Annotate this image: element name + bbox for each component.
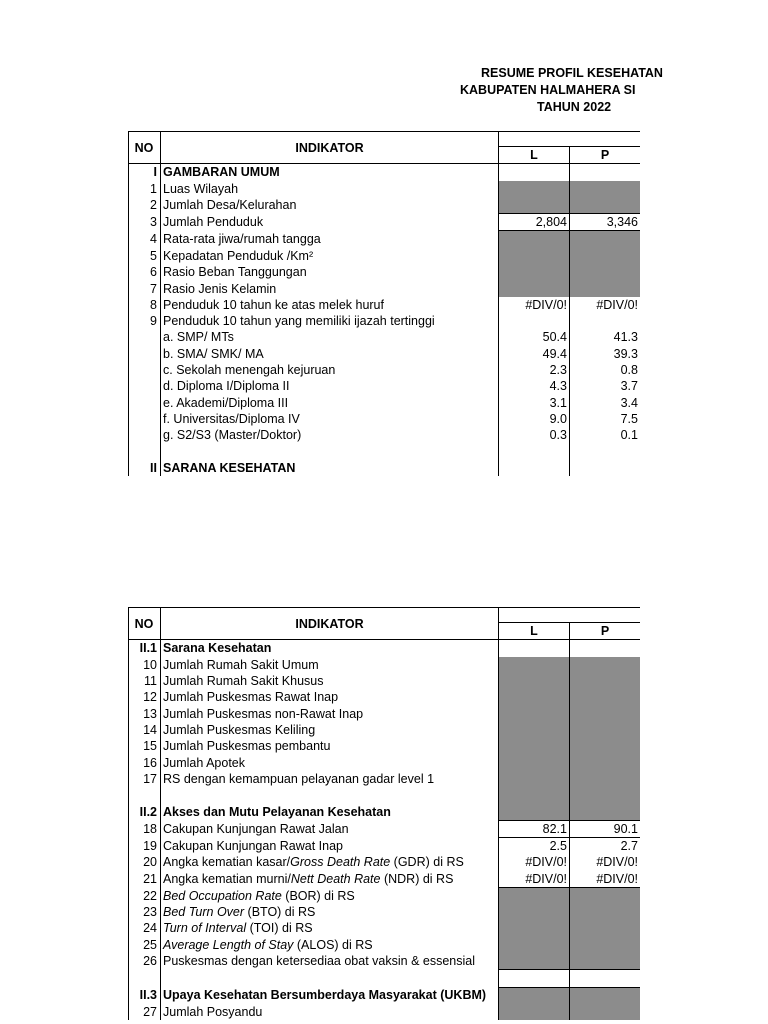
table-row [129,870,641,887]
value-l: 0.3 [499,427,570,443]
indicator-label: Jumlah Rumah Sakit Umum [163,657,319,672]
table-row [129,722,641,738]
row-indicator [161,904,499,920]
row-number: 22 [129,887,161,904]
row-number: 9 [129,313,161,329]
value-p: #DIV/0! [570,854,641,870]
value-p [570,1004,641,1020]
indicator-label: Penduduk 10 tahun yang memiliki ijazah tertinggi [163,314,435,329]
value-l: 2,804 [499,214,570,231]
value-p [570,640,641,657]
indicator-label: e. Akademi/Diploma III [163,395,289,410]
row-indicator [161,722,499,738]
table-row [129,346,641,362]
table-row [129,640,641,657]
table-row [129,837,641,854]
row-number: I [129,164,161,181]
table-row [129,362,641,378]
table-row [129,689,641,705]
indicator-label: c. Sekolah menengah kejuruan [163,363,336,377]
value-l [499,1004,570,1020]
row-number: 17 [129,771,161,787]
row-indicator [161,854,499,870]
row-number: 23 [129,904,161,920]
row-indicator [161,280,499,296]
row-indicator [161,887,499,904]
col-header-indikator: INDIKATOR [161,608,499,640]
value-l [499,248,570,264]
row-indicator [161,937,499,953]
value-p [570,920,641,936]
row-number [129,346,161,362]
indicator-label: Jumlah Penduduk [163,215,264,230]
row-indicator [161,705,499,721]
value-p: 3.7 [570,378,641,394]
row-number: 14 [129,722,161,738]
indicator-label: Jumlah Puskesmas pembantu [163,739,331,754]
table-section-2 [128,607,640,1024]
indicator-table-2 [128,607,640,1020]
indicator-label: Cakupan Kunjungan Rawat Inap [163,838,343,853]
indicator-label: RS dengan kemampuan pelayanan gadar level 1 [163,771,435,786]
row-number: 27 [129,1004,161,1020]
row-number: 12 [129,689,161,705]
row-indicator [161,362,499,378]
value-l [499,313,570,329]
value-l [499,937,570,953]
row-indicator [161,264,499,280]
indicator-label: Jumlah Puskesmas non-Rawat Inap [163,706,364,721]
row-number: 7 [129,280,161,296]
indicator-label: b. SMA/ SMK/ MA [163,346,264,361]
value-p: 3.4 [570,394,641,410]
table-row [129,181,641,197]
value-l: 4.3 [499,378,570,394]
table-row [129,953,641,970]
row-indicator [161,689,499,705]
row-number: 10 [129,657,161,673]
value-p [570,181,641,197]
indicator-label: Rasio Jenis Kelamin [163,281,277,296]
value-l [499,640,570,657]
table-row [129,411,641,427]
value-p [570,231,641,248]
row-indicator [161,754,499,770]
indicator-label-suffix: (BOR) di RS [281,888,355,903]
value-l [499,953,570,970]
value-p [570,754,641,770]
row-number: 13 [129,705,161,721]
value-l [499,657,570,673]
value-l [499,164,570,181]
row-number: 6 [129,264,161,280]
value-l: #DIV/0! [499,870,570,887]
table-row [129,937,641,953]
indicator-label-italic: Bed Occupation Rate [163,888,282,903]
table-row [129,248,641,264]
row-indicator [161,214,499,231]
row-indicator [161,197,499,214]
value-l [499,722,570,738]
table-row [129,214,641,231]
value-l: 2.3 [499,362,570,378]
row-number: 25 [129,937,161,953]
row-indicator [161,329,499,345]
row-number: 8 [129,297,161,313]
row-indicator [161,673,499,689]
indicator-label: Puskesmas dengan ketersediaa obat vaksin & essensial [163,954,475,969]
value-p: 7.5 [570,411,641,427]
indicator-label: Jumlah Apotek [163,755,245,770]
value-l: 2.5 [499,837,570,854]
row-number [129,378,161,394]
indicator-label: Luas Wilayah [163,181,239,196]
row-number [129,970,161,987]
indicator-label: Penduduk 10 tahun ke atas melek huruf [163,297,384,312]
value-l [499,673,570,689]
indicator-label: SARANA KESEHATAN [163,460,296,475]
table-row [129,164,641,181]
row-number: 18 [129,820,161,837]
table-row [129,970,641,987]
row-number: 3 [129,214,161,231]
table-header-row [129,608,641,623]
value-p: #DIV/0! [570,297,641,313]
indicator-label-italic: Turn of Interval [163,921,247,936]
value-p [570,970,641,987]
indicator-label: Cakupan Kunjungan Rawat Jalan [163,821,349,836]
value-p: #DIV/0! [570,870,641,887]
row-number: II.3 [129,987,161,1004]
value-p: 90.1 [570,820,641,837]
value-l [499,264,570,280]
table-header-row [129,132,641,147]
table-section-1 [128,131,640,478]
value-l [499,970,570,987]
table-row [129,427,641,443]
indicator-label: Angka kematian kasar/ [163,855,291,870]
indicator-label: Jumlah Rumah Sakit Khusus [163,674,324,689]
row-number [129,411,161,427]
table-body-2 [129,640,641,1020]
table-row [129,904,641,920]
row-number: 15 [129,738,161,754]
row-number: 5 [129,248,161,264]
table-row [129,394,641,410]
row-number: 16 [129,754,161,770]
value-p [570,803,641,820]
value-l [499,231,570,248]
indicator-label: Angka kematian murni/ [163,871,291,886]
row-number [129,443,161,459]
value-l [499,754,570,770]
table-row [129,264,641,280]
row-indicator [161,346,499,362]
row-indicator [161,313,499,329]
indicator-label: Jumlah Desa/Kelurahan [163,198,297,213]
indicator-label-italic: Average Length of Stay [163,937,294,952]
row-number: 4 [129,231,161,248]
value-p [570,904,641,920]
indicator-label-italic: Bed Turn Over [163,905,245,920]
table-row [129,378,641,394]
value-p [570,937,641,953]
value-l [499,771,570,787]
row-indicator [161,837,499,854]
table-row [129,887,641,904]
value-p [570,887,641,904]
indicator-label: Rata-rata jiwa/rumah tangga [163,232,321,247]
table-body-1 [129,164,641,476]
table-row [129,803,641,820]
col-header-p: P [570,623,641,640]
row-number: 1 [129,181,161,197]
row-indicator [161,920,499,936]
report-title-block [0,64,768,124]
indicator-label: Rasio Beban Tanggungan [163,265,307,280]
col-header-no: NO [129,132,161,164]
value-p [570,164,641,181]
value-p [570,673,641,689]
indicator-label: Jumlah Puskesmas Keliling [163,722,316,737]
value-p: 2.7 [570,837,641,854]
row-indicator [161,164,499,181]
table-row [129,280,641,296]
value-l [499,460,570,476]
table-row [129,197,641,214]
table-row [129,231,641,248]
indicator-label: Akses dan Mutu Pelayanan Kesehatan [163,804,391,819]
indicator-label: Jumlah Puskesmas Rawat Inap [163,690,339,705]
col-header-l: L [499,623,570,640]
value-l: 49.4 [499,346,570,362]
value-p [570,705,641,721]
value-l [499,197,570,214]
value-p [570,738,641,754]
col-header-group [499,132,641,147]
table-row [129,313,641,329]
row-indicator [161,738,499,754]
value-p [570,987,641,1004]
row-number: 26 [129,953,161,970]
row-indicator [161,411,499,427]
value-p [570,657,641,673]
table-row [129,771,641,787]
row-indicator [161,640,499,657]
indicator-label: g. S2/S3 (Master/Doktor) [163,428,302,443]
row-number [129,394,161,410]
value-l [499,738,570,754]
value-p [570,248,641,264]
value-l [499,803,570,820]
indicator-label-italic: Gross Death Rate [290,855,391,870]
row-indicator [161,181,499,197]
indicator-label: GAMBARAN UMUM [163,165,280,180]
indicator-label-suffix: (GDR) di RS [390,855,464,870]
row-indicator [161,987,499,1004]
indicator-label: f. Universitas/Diploma IV [163,411,300,426]
row-number: 19 [129,837,161,854]
table-row [129,1004,641,1020]
value-l [499,987,570,1004]
value-p: 0.1 [570,427,641,443]
row-indicator [161,297,499,313]
row-indicator [161,787,499,803]
value-p [570,722,641,738]
value-p [570,460,641,476]
value-p: 3,346 [570,214,641,231]
report-title-line1: RESUME PROFIL KESEHATAN [481,66,663,80]
col-header-no: NO [129,608,161,640]
report-title-year: TAHUN 2022 [537,100,612,114]
row-number [129,362,161,378]
row-indicator [161,378,499,394]
row-number [129,787,161,803]
value-p [570,280,641,296]
row-number: II.1 [129,640,161,657]
table-row [129,657,641,673]
value-p [570,771,641,787]
table-row [129,738,641,754]
table-row [129,920,641,936]
indicator-label-suffix: (NDR) di RS [380,871,454,886]
row-number: 20 [129,854,161,870]
indicator-label: d. Diploma I/Diploma II [163,379,290,394]
row-indicator [161,771,499,787]
row-indicator [161,248,499,264]
table-row [129,987,641,1004]
value-l [499,280,570,296]
row-indicator [161,231,499,248]
value-p [570,197,641,214]
indicator-table-1 [128,131,640,476]
row-indicator [161,1004,499,1020]
row-number [129,329,161,345]
value-l: #DIV/0! [499,854,570,870]
value-l [499,443,570,459]
value-p [570,787,641,803]
row-number: 11 [129,673,161,689]
value-l: 3.1 [499,394,570,410]
table-row [129,673,641,689]
row-number: 2 [129,197,161,214]
value-l: #DIV/0! [499,297,570,313]
value-p [570,689,641,705]
table-row [129,854,641,870]
indicator-label-suffix: (TOI) di RS [246,921,313,936]
table-row [129,754,641,770]
table-row [129,460,641,476]
indicator-label: Kepadatan Penduduk /Km² [163,248,314,263]
table-row [129,820,641,837]
col-header-indikator: INDIKATOR [161,132,499,164]
row-number: II [129,460,161,476]
indicator-label: Jumlah Posyandu [163,1004,263,1019]
row-number: 21 [129,870,161,887]
indicator-label: Upaya Kesehatan Bersumberdaya Masyarakat (UKBM) [163,988,487,1003]
value-l: 82.1 [499,820,570,837]
value-l: 50.4 [499,329,570,345]
value-l [499,705,570,721]
row-number: 24 [129,920,161,936]
table-row [129,787,641,803]
row-indicator [161,657,499,673]
col-header-l: L [499,147,570,164]
table-row [129,297,641,313]
row-indicator [161,953,499,970]
table-row [129,705,641,721]
row-indicator [161,394,499,410]
indicator-label-italic: Nett Death Rate [290,871,381,886]
table-row [129,443,641,459]
value-l [499,787,570,803]
value-l [499,920,570,936]
value-p [570,264,641,280]
row-number: II.2 [129,803,161,820]
col-header-p: P [570,147,641,164]
indicator-label-suffix: (BTO) di RS [244,905,316,920]
value-p: 0.8 [570,362,641,378]
value-p [570,313,641,329]
row-indicator [161,870,499,887]
row-indicator [161,970,499,987]
value-l [499,181,570,197]
row-indicator [161,803,499,820]
col-header-group [499,608,641,623]
row-indicator [161,820,499,837]
value-l [499,904,570,920]
value-l [499,887,570,904]
value-p: 41.3 [570,329,641,345]
value-p [570,953,641,970]
value-l: 9.0 [499,411,570,427]
row-indicator [161,443,499,459]
value-p: 39.3 [570,346,641,362]
indicator-label: Sarana Kesehatan [163,641,272,656]
row-indicator [161,460,499,476]
report-title-line2: KABUPATEN HALMAHERA SI [460,83,636,97]
row-number [129,427,161,443]
row-indicator [161,427,499,443]
indicator-label: a. SMP/ MTs [163,330,234,345]
value-l [499,689,570,705]
indicator-label-suffix: (ALOS) di RS [293,937,373,952]
table-row [129,329,641,345]
value-p [570,443,641,459]
